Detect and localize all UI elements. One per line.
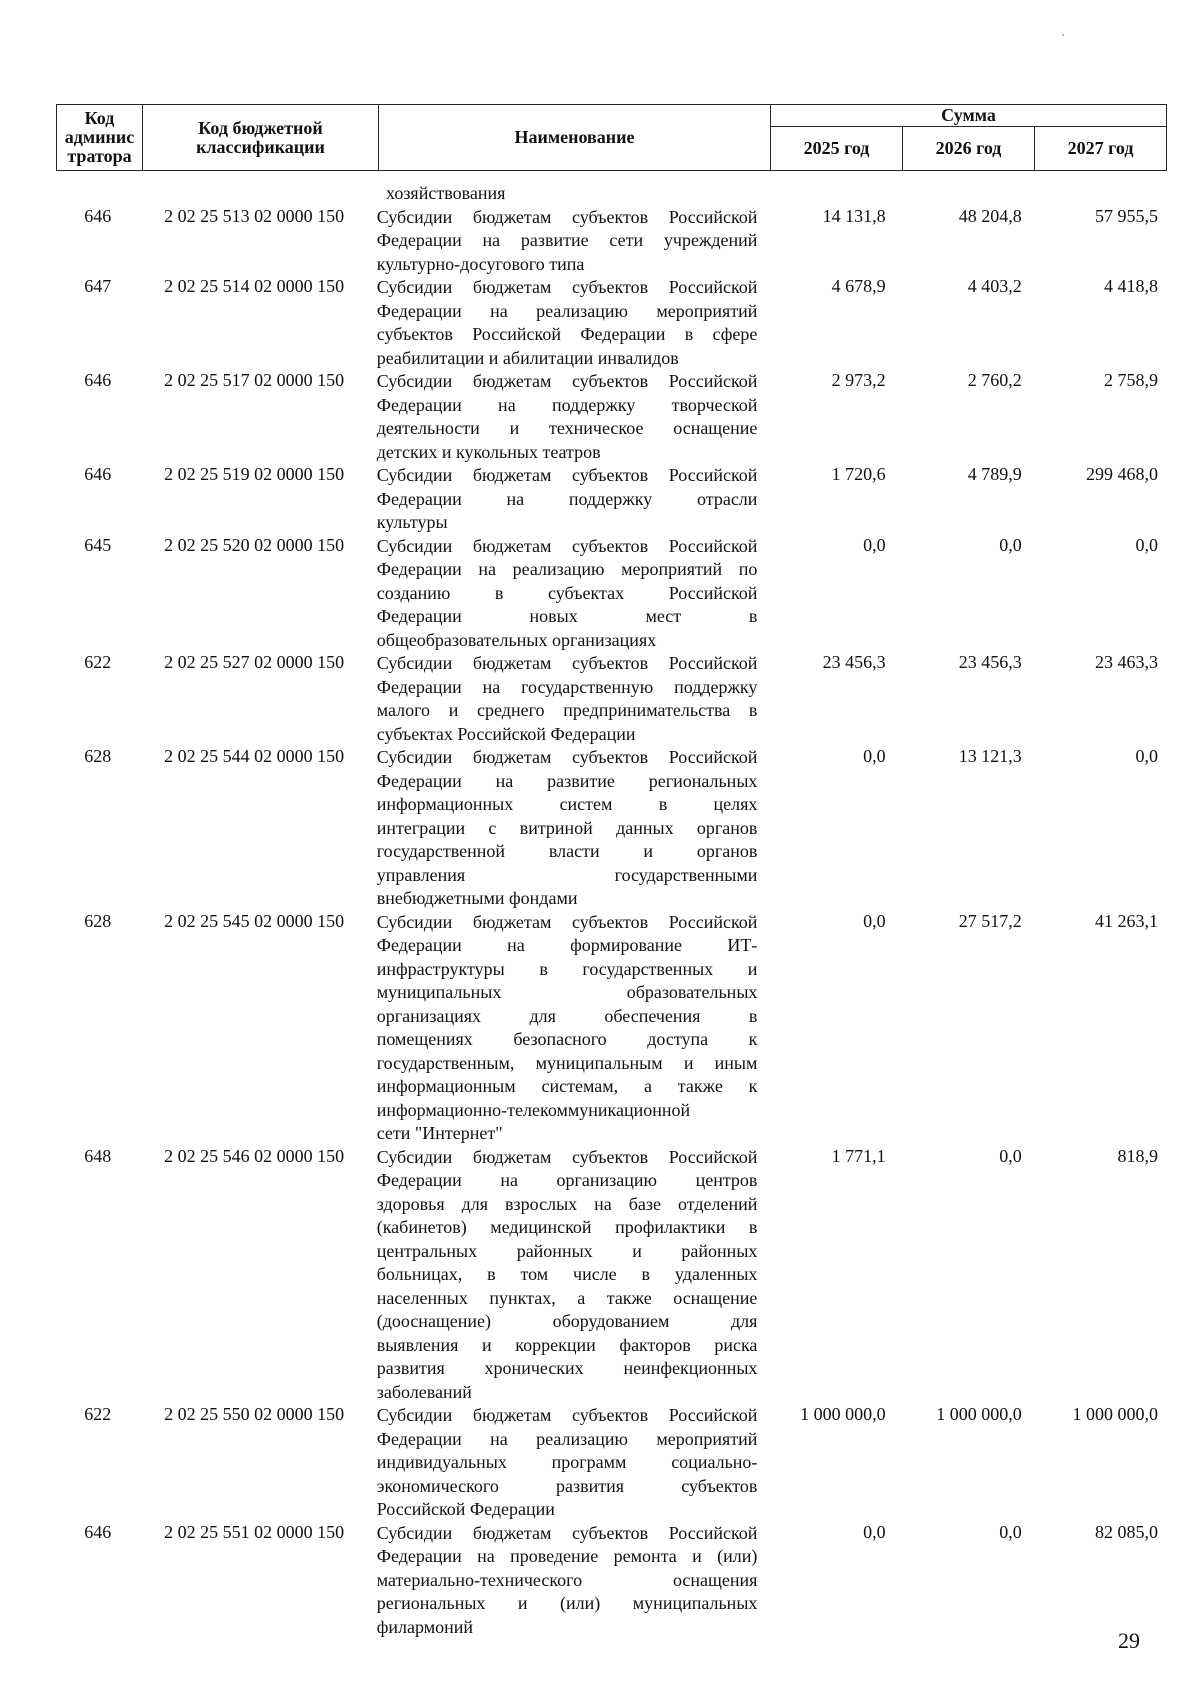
item-name-line: информационно-телекоммуникационной bbox=[376, 1099, 691, 1120]
item-name-line: Субсидии бюджетам субъектов Российской bbox=[376, 653, 758, 673]
sum-2027: 57 955,5 bbox=[1094, 205, 1158, 226]
item-name-line: деятельности и техническое оснащение bbox=[376, 418, 758, 438]
header-budget-code: Код бюджетной классификации bbox=[143, 105, 379, 171]
sum-2025: 0,0 bbox=[863, 910, 886, 931]
sum-2027: 23 463,3 bbox=[1094, 652, 1158, 672]
sum-2026: 2 760,2 bbox=[967, 370, 1022, 390]
item-name-line: Субсидии бюджетам субъектов Российской bbox=[376, 371, 758, 391]
item-name-line: детских и кукольных театров bbox=[376, 441, 601, 462]
admin-code: 647 bbox=[84, 276, 112, 296]
item-name-line: региональных и (или) муниципальных bbox=[376, 1593, 758, 1613]
admin-code: 628 bbox=[84, 746, 112, 766]
sum-2027: 0,0 bbox=[1135, 534, 1158, 555]
sum-2027: 4 418,8 bbox=[1103, 276, 1158, 296]
item-name-line: Федерации на развитие региональных bbox=[376, 770, 758, 791]
budget-code: 2 02 25 546 02 0000 150 bbox=[164, 1145, 345, 1166]
item-name-line: здоровья для взрослых на базе отделений bbox=[376, 1193, 758, 1214]
table-row bbox=[56, 276, 1166, 370]
sum-2026: 23 456,3 bbox=[958, 652, 1022, 672]
item-name-line: организациях для обеспечения в bbox=[376, 1005, 758, 1026]
item-name bbox=[369, 464, 758, 535]
table-row bbox=[56, 652, 1166, 746]
item-name-line: муниципальных образовательных bbox=[376, 982, 758, 1002]
admin-code: 646 bbox=[84, 1521, 112, 1542]
sum-2026: 4 403,2 bbox=[967, 276, 1022, 296]
item-name-line: Субсидии бюджетам субъектов Российской bbox=[376, 277, 758, 297]
sum-2025: 0,0 bbox=[863, 1521, 886, 1542]
budget-code: 2 02 25 513 02 0000 150 bbox=[164, 205, 345, 226]
item-name-line: помещениях безопасного доступа к bbox=[376, 1029, 758, 1049]
item-name-line: инфраструктуры в государственных и bbox=[376, 958, 758, 979]
item-name-line: населенных пунктах, а также оснащение bbox=[376, 1287, 758, 1308]
sum-2025: 23 456,3 bbox=[822, 652, 886, 672]
sum-2027: 0,0 bbox=[1135, 746, 1158, 766]
sum-2025: 1 000 000,0 bbox=[800, 1404, 886, 1424]
table-row bbox=[56, 1146, 1166, 1405]
item-name-line: субъектах Российской Федерации bbox=[376, 723, 636, 744]
admin-code: 622 bbox=[84, 1404, 112, 1424]
item-name-line: внебюджетными фондами bbox=[376, 888, 578, 908]
item-name-line: выявления и коррекции факторов риска bbox=[376, 1334, 758, 1355]
budget-code: 2 02 25 517 02 0000 150 bbox=[164, 370, 345, 390]
budget-code: 2 02 25 544 02 0000 150 bbox=[164, 746, 345, 766]
item-name-line: Федерации новых мест в bbox=[376, 606, 758, 626]
item-name-line: Субсидии бюджетам субъектов Российской bbox=[376, 1405, 758, 1425]
item-name-line: центральных районных и районных bbox=[376, 1240, 758, 1261]
item-name-line: государственным, муниципальным и иным bbox=[376, 1052, 758, 1073]
continuation-text: хозяйствования bbox=[386, 183, 506, 203]
budget-code: 2 02 25 527 02 0000 150 bbox=[164, 652, 345, 672]
item-name-line: развития хронических неинфекционных bbox=[376, 1358, 758, 1378]
item-name bbox=[369, 276, 758, 370]
sum-2026: 0,0 bbox=[999, 1145, 1022, 1166]
budget-code: 2 02 25 551 02 0000 150 bbox=[164, 1521, 345, 1542]
table-row bbox=[56, 746, 1166, 911]
sum-2025: 0,0 bbox=[863, 534, 886, 555]
table-row bbox=[56, 464, 1166, 535]
budget-code: 2 02 25 545 02 0000 150 bbox=[164, 910, 345, 931]
item-name-line: Субсидии бюджетам субъектов Российской bbox=[376, 535, 758, 556]
sum-2025: 1 720,6 bbox=[831, 464, 886, 484]
item-name-line: Федерации на формирование ИТ- bbox=[376, 935, 758, 955]
item-name-line: индивидуальных программ социально- bbox=[376, 1452, 758, 1472]
header-year-2026: 2026 год bbox=[903, 127, 1035, 171]
header-name: Наименование bbox=[379, 105, 771, 171]
table-row bbox=[56, 535, 1166, 653]
item-name-line: культурно-досугового типа bbox=[376, 253, 585, 274]
item-name-line: Федерации на реализацию мероприятий bbox=[376, 1428, 758, 1449]
sum-2027: 41 263,1 bbox=[1094, 910, 1158, 931]
table-row bbox=[56, 206, 1166, 277]
table-row bbox=[56, 911, 1166, 1146]
header-year-2025: 2025 год bbox=[771, 127, 903, 171]
sum-2027: 2 758,9 bbox=[1103, 370, 1158, 390]
header-year-2027: 2027 год bbox=[1035, 127, 1167, 171]
item-name bbox=[369, 1522, 758, 1640]
sum-2025: 2 973,2 bbox=[831, 370, 886, 390]
item-name-line: информационных систем в целях bbox=[376, 794, 758, 814]
item-name bbox=[369, 911, 758, 1146]
item-name-line: субъектов Российской Федерации в сфере bbox=[376, 324, 758, 344]
admin-code: 648 bbox=[84, 1145, 112, 1166]
item-name-line: Субсидии бюджетам субъектов Российской bbox=[376, 1522, 758, 1543]
admin-code: 646 bbox=[84, 205, 112, 226]
item-name-line: заболеваний bbox=[376, 1381, 472, 1402]
item-name-line: культуры bbox=[376, 512, 448, 532]
item-name-line: Федерации на реализацию мероприятий bbox=[376, 300, 758, 321]
item-name-line: Субсидии бюджетам субъектов Российской bbox=[376, 1146, 758, 1167]
item-name-line: Субсидии бюджетам субъектов Российской bbox=[376, 206, 758, 227]
admin-code: 646 bbox=[84, 464, 112, 484]
item-name-line: материально-технического оснащения bbox=[376, 1569, 758, 1590]
item-name-line: Российской Федерации bbox=[376, 1499, 555, 1519]
item-name-line: общеобразовательных организациях bbox=[376, 629, 657, 650]
admin-code: 646 bbox=[84, 370, 112, 390]
item-name bbox=[369, 1404, 758, 1522]
item-name-line: Федерации на государственную поддержку bbox=[376, 676, 758, 697]
item-name-line: Федерации на поддержку отрасли bbox=[376, 488, 758, 509]
budget-code: 2 02 25 550 02 0000 150 bbox=[164, 1404, 345, 1424]
item-name bbox=[369, 535, 758, 653]
sum-2025: 1 771,1 bbox=[831, 1145, 886, 1166]
admin-code: 622 bbox=[84, 652, 112, 672]
table-row bbox=[56, 1404, 1166, 1522]
sum-2026: 0,0 bbox=[999, 1521, 1022, 1542]
item-name-line: сети "Интернет" bbox=[376, 1123, 503, 1143]
sum-2026: 48 204,8 bbox=[958, 205, 1022, 226]
item-name bbox=[369, 206, 758, 277]
item-name-line: Федерации на организацию центров bbox=[376, 1170, 758, 1190]
item-name-line: (кабинетов) медицинской профилактики в bbox=[376, 1217, 758, 1237]
admin-code: 645 bbox=[84, 534, 112, 555]
item-name-line: интеграции с витриной данных органов bbox=[376, 817, 758, 838]
item-name-line: филармоний bbox=[376, 1616, 474, 1637]
table-header bbox=[56, 104, 1167, 171]
sum-2026: 0,0 bbox=[999, 534, 1022, 555]
item-name-line: Субсидии бюджетам субъектов Российской bbox=[376, 747, 758, 767]
table-row bbox=[56, 370, 1166, 464]
item-name bbox=[369, 652, 758, 746]
item-name-line: Федерации на развитие сети учреждений bbox=[376, 230, 758, 250]
sum-2027: 818,9 bbox=[1117, 1145, 1158, 1166]
item-name-line: реабилитации и абилитации инвалидов bbox=[376, 347, 679, 368]
item-name-line: созданию в субъектах Российской bbox=[376, 582, 758, 603]
item-name-line: управления государственными bbox=[376, 864, 758, 885]
sum-2027: 1 000 000,0 bbox=[1072, 1404, 1158, 1424]
page-number: 29 bbox=[1118, 1628, 1140, 1653]
item-name-line: малого и среднего предпринимательства в bbox=[376, 700, 758, 720]
sum-2027: 82 085,0 bbox=[1094, 1521, 1158, 1542]
item-name-line: экономического развития субъектов bbox=[376, 1475, 758, 1496]
sum-2026: 13 121,3 bbox=[958, 746, 1022, 766]
scan-speck bbox=[1062, 34, 1064, 36]
item-name-line: Субсидии бюджетам субъектов Российской bbox=[376, 465, 758, 485]
header-sum: Сумма bbox=[771, 105, 1167, 127]
item-name-line: Федерации на поддержку творческой bbox=[376, 394, 758, 415]
sum-2026: 27 517,2 bbox=[958, 910, 1022, 931]
budget-code: 2 02 25 519 02 0000 150 bbox=[164, 464, 345, 484]
budget-code: 2 02 25 514 02 0000 150 bbox=[164, 276, 345, 296]
table-body bbox=[56, 182, 1166, 1639]
header-admin-code: Код админис тратора bbox=[57, 105, 143, 171]
item-name-line: государственной власти и органов bbox=[376, 841, 758, 861]
item-name bbox=[369, 1146, 758, 1405]
table-row bbox=[56, 1522, 1166, 1640]
item-name bbox=[369, 370, 758, 464]
item-name-line: Федерации на проведение ремонта и (или) bbox=[376, 1546, 758, 1566]
continuation-row bbox=[56, 182, 1166, 206]
item-name-line: Федерации на реализацию мероприятий по bbox=[376, 559, 758, 579]
item-name-line: информационным системам, а также к bbox=[376, 1076, 758, 1096]
item-name-line: Субсидии бюджетам субъектов Российской bbox=[376, 911, 758, 932]
sum-2025: 14 131,8 bbox=[822, 205, 886, 226]
sum-2026: 4 789,9 bbox=[967, 464, 1022, 484]
item-name-line: (дооснащение) оборудованием для bbox=[376, 1311, 758, 1331]
budget-code: 2 02 25 520 02 0000 150 bbox=[164, 534, 345, 555]
sum-2026: 1 000 000,0 bbox=[936, 1404, 1022, 1424]
sum-2025: 0,0 bbox=[863, 746, 886, 766]
sum-2025: 4 678,9 bbox=[831, 276, 886, 296]
item-name-line: больницах, в том числе в удаленных bbox=[376, 1264, 758, 1284]
sum-2027: 299 468,0 bbox=[1085, 464, 1158, 484]
item-name bbox=[369, 746, 758, 911]
admin-code: 628 bbox=[84, 910, 112, 931]
